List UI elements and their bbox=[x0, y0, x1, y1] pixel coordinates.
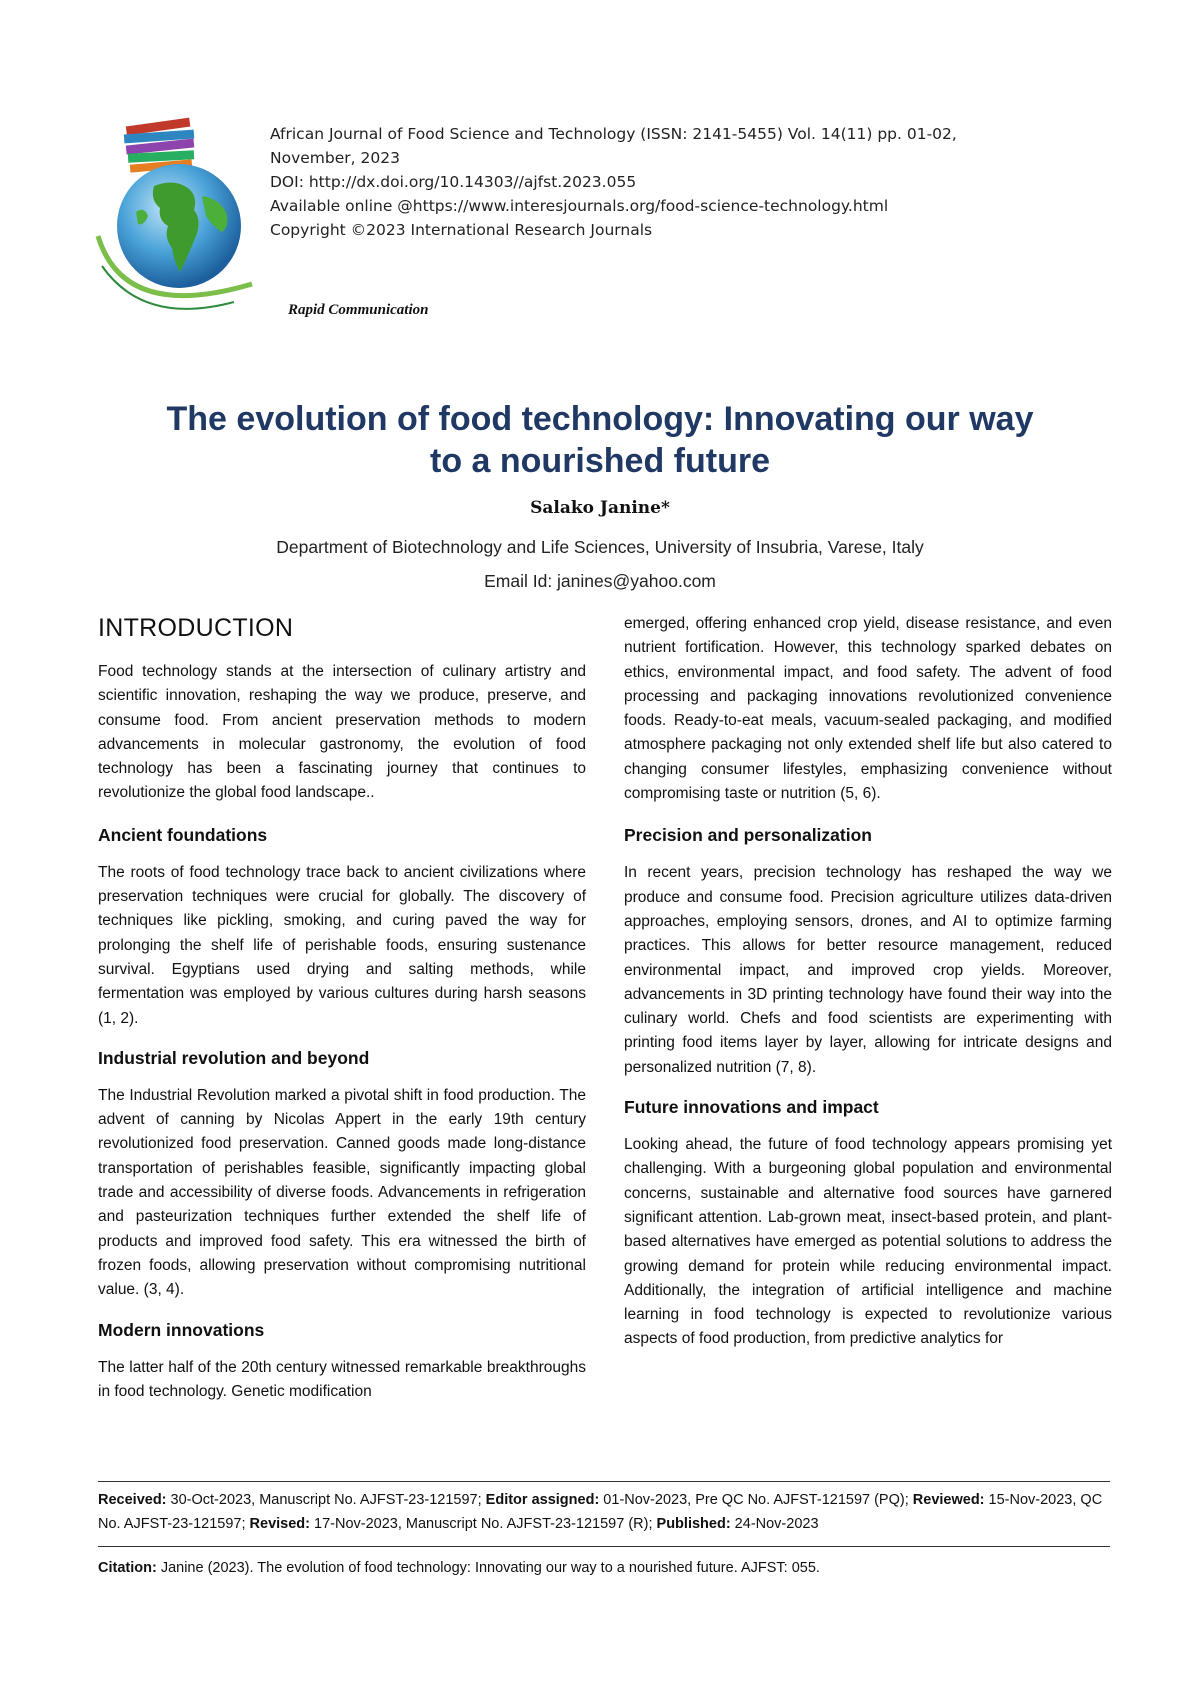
precision-personalization-heading: Precision and personalization bbox=[624, 825, 872, 846]
industrial-revolution-heading: Industrial revolution and beyond bbox=[98, 1047, 370, 1068]
published-value: 24-Nov-2023 bbox=[730, 1516, 819, 1532]
citation-value: Janine (2023). The evolution of food technology: Innovating our way to a nourished future. AJFST: 055. bbox=[156, 1560, 820, 1576]
published-label: Published: bbox=[656, 1516, 731, 1532]
ancient-foundations-heading: Ancient foundations bbox=[98, 824, 268, 845]
reviewed-value: 15-Nov-2023, QC No. AJFST-23-121597; bbox=[98, 1492, 1103, 1532]
reviewed-label: Reviewed: bbox=[912, 1492, 985, 1508]
author-email[interactable]: Email Id: janines@yahoo.com bbox=[484, 571, 716, 591]
modern-innovations-paragraph-start: The latter half of the 20th century witnessed remarkable breakthroughs in food technology. Genetic modification bbox=[98, 1358, 586, 1400]
doi-link[interactable]: DOI: http://dx.doi.org/10.14303//ajfst.2023.055 bbox=[270, 173, 637, 191]
available-online-link[interactable]: Available online @https://www.interesjournals.org/food-science-technology.html bbox=[270, 197, 889, 215]
author-affiliation: Department of Biotechnology and Life Sciences, University of Insubria, Varese, Italy bbox=[276, 537, 924, 557]
introduction-paragraph: Food technology stands at the intersection of culinary artistry and scientific innovation, reshaping the way we produce, preserve, and consume food. From ancient preservation methods to modern advancements in molecular gastronomy, the evolution of food technology has been a fascinating journey that continues to revolutionize the global food landscape.. bbox=[98, 663, 586, 802]
footer-middle-rule bbox=[98, 1546, 1110, 1547]
journal-date-line: November, 2023 bbox=[270, 149, 400, 167]
ancient-foundations-paragraph: The roots of food technology trace back to ancient civilizations where preservation techniques were crucial for globally. The discovery of techniques like pickling, smoking, and curing paved the way for prolonging the shelf life of perishable foods, ensuring sustenance survival. Egyptians used drying and salting methods, while fermentation was employed by various cultures during harsh seasons (1, 2). bbox=[98, 863, 586, 1027]
modern-innovations-heading: Modern innovations bbox=[98, 1319, 265, 1340]
introduction-heading: INTRODUCTION bbox=[98, 614, 294, 642]
precision-personalization-paragraph: In recent years, precision technology has reshaped the way we produce and consume food. Precision agriculture utilizes data-driven approaches, employing sensors, drones, and AI to optimize farming practices. This allows for better resource management, reduced environmental impact, and improved crop yields. Moreover, advancements in 3D printing technology have found their way into the culinary world. Chefs and food scientists are experimenting with printing food items layer by layer, allowing for intricate designs and personalized nutrition (7, 8). bbox=[624, 864, 1112, 1076]
article-title-line2: to a nourished future bbox=[430, 442, 770, 480]
author-name: Salako Janine* bbox=[530, 498, 670, 518]
revised-label: Revised: bbox=[249, 1516, 310, 1532]
journal-header bbox=[270, 122, 1070, 242]
copyright-line: Copyright ©2023 International Research Journals bbox=[270, 221, 653, 239]
article-title bbox=[90, 398, 1110, 482]
journal-citation-line: African Journal of Food Science and Technology (ISSN: 2141-5455) Vol. 14(11) pp. 01-02, bbox=[270, 125, 957, 143]
article-type: Rapid Communication bbox=[288, 302, 429, 318]
right-column bbox=[624, 612, 1112, 1352]
manuscript-history bbox=[98, 1488, 1110, 1536]
future-innovations-heading: Future innovations and impact bbox=[624, 1097, 879, 1118]
footer-top-rule bbox=[98, 1481, 1110, 1482]
editor-assigned-label: Editor assigned: bbox=[485, 1492, 600, 1508]
left-column bbox=[98, 612, 586, 1404]
journal-logo bbox=[84, 116, 274, 332]
future-innovations-paragraph: Looking ahead, the future of food technology appears promising yet challenging. With a burgeoning global population and environmental concerns, sustainable and alternative food sources have garnered significant attention. Lab-grown meat, insect-based protein, and plant-based alternatives have emerged as potential solutions to address the growing demand for protein while reducing environmental impact. Additionally, the integration of artificial intelligence and machine learning in food technology is expected to revolutionize various aspects of food production, from predictive analytics for bbox=[624, 1136, 1112, 1348]
received-value: 30-Oct-2023, Manuscript No. AJFST-23-121597; bbox=[166, 1492, 486, 1508]
citation-line bbox=[98, 1557, 1110, 1579]
revised-value: 17-Nov-2023, Manuscript No. AJFST-23-121597 (R); bbox=[309, 1516, 657, 1532]
modern-innovations-paragraph-continued: emerged, offering enhanced crop yield, disease resistance, and even nutrient fortification. However, this technology sparked debates on ethics, environmental impact, and food safety. The advent of food processing and packaging innovations revolutionized convenience foods. Ready-to-eat meals, vacuum-sealed packaging, and modified atmosphere packaging not only extended shelf life but also catered to changing consumer lifestyles, emphasizing convenience without compromising taste or nutrition (5, 6). bbox=[624, 615, 1112, 803]
article-title-line1: The evolution of food technology: Innovating our way bbox=[166, 400, 1034, 438]
received-label: Received: bbox=[98, 1492, 167, 1508]
editor-assigned-value: 01-Nov-2023, Pre QC No. AJFST-121597 (PQ); bbox=[599, 1492, 913, 1508]
industrial-revolution-paragraph: The Industrial Revolution marked a pivotal shift in food production. The advent of canning by Nicolas Appert in the early 19th century revolutionized food preservation. Canned goods made long-distance transportation of perishables feasible, significantly impacting global trade and accessibility of diverse foods. Advancements in refrigeration and pasteurization techniques further extended the shelf life of products and improved food safety. This era witnessed the birth of frozen foods, allowing preservation without compromising nutritional value. (3, 4). bbox=[98, 1086, 586, 1299]
citation-label: Citation: bbox=[98, 1560, 157, 1576]
